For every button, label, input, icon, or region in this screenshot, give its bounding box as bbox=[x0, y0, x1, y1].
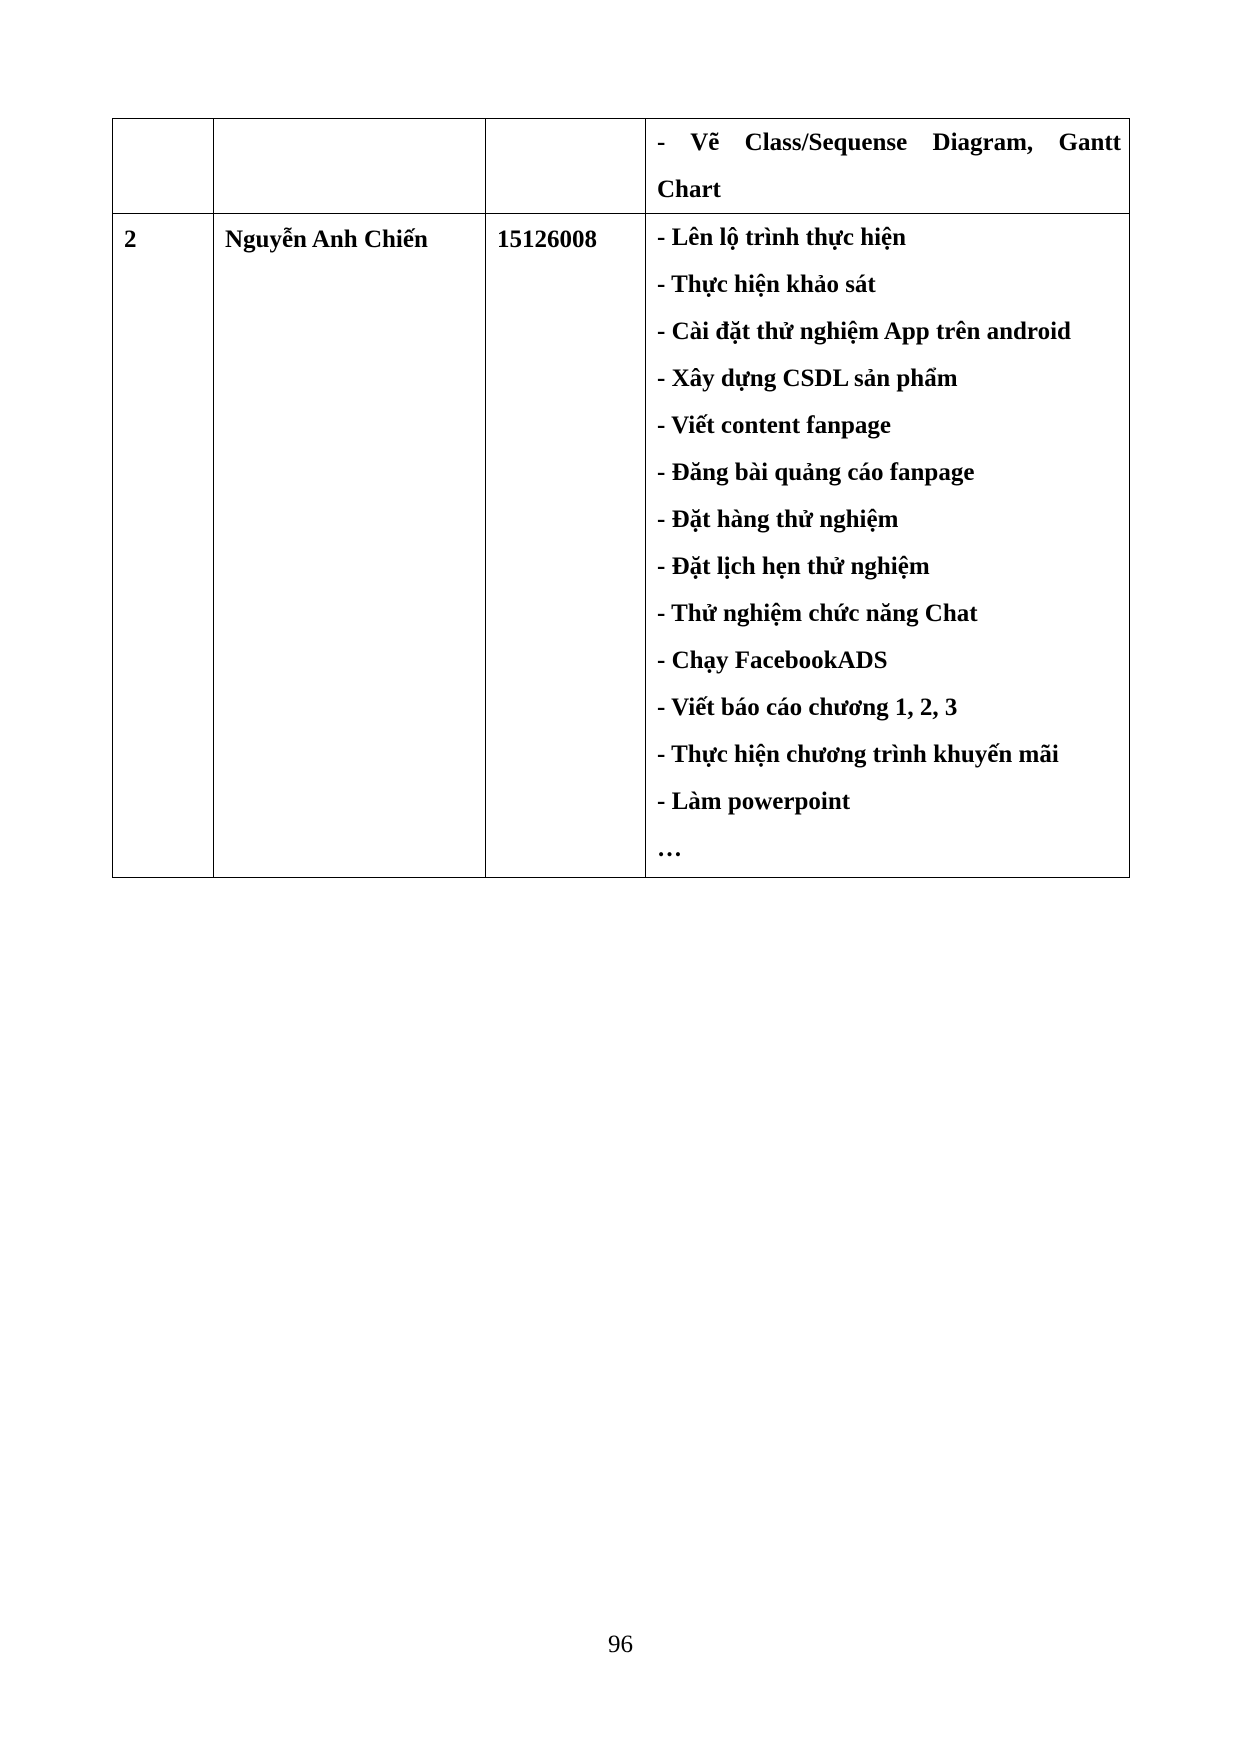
task-item: - Đặt hàng thử nghiệm bbox=[657, 506, 899, 533]
task-item: - Chạy FacebookADS bbox=[657, 647, 888, 674]
cell-student-id bbox=[486, 119, 646, 214]
page-number: 96 bbox=[608, 1631, 633, 1658]
cell-name: Nguyễn Anh Chiến bbox=[214, 214, 486, 878]
task-item: - Thử nghiệm chức năng Chat bbox=[657, 600, 978, 627]
cell-no: 2 bbox=[113, 214, 214, 878]
task-item: - Viết content fanpage bbox=[657, 412, 891, 439]
task-item: - Cài đặt thử nghiệm App trên android bbox=[657, 318, 1071, 345]
task-item: - Đặt lịch hẹn thử nghiệm bbox=[657, 553, 930, 580]
cell-tasks bbox=[646, 119, 1130, 214]
task-item: - Đăng bài quảng cáo fanpage bbox=[657, 459, 975, 486]
task-item: - Làm powerpoint bbox=[657, 788, 851, 815]
task-assignment-table bbox=[112, 118, 1130, 878]
cell-tasks bbox=[646, 214, 1130, 878]
cell-student-id: 15126008 bbox=[486, 214, 646, 878]
table-row bbox=[113, 214, 1130, 878]
task-item: - Thực hiện khảo sát bbox=[657, 271, 876, 298]
cell-name bbox=[214, 119, 486, 214]
task-item: - Lên lộ trình thực hiện bbox=[657, 224, 907, 251]
task-item: - Vẽ Class/Sequense Diagram, Gantt bbox=[657, 129, 1121, 156]
cell-no bbox=[113, 119, 214, 214]
task-item: - Xây dựng CSDL sản phẩm bbox=[657, 365, 958, 392]
table-row-continuation bbox=[113, 119, 1130, 214]
task-item: … bbox=[657, 835, 682, 862]
task-item: - Viết báo cáo chương 1, 2, 3 bbox=[657, 694, 958, 721]
task-item: Chart bbox=[657, 176, 721, 203]
task-item: - Thực hiện chương trình khuyến mãi bbox=[657, 741, 1059, 768]
